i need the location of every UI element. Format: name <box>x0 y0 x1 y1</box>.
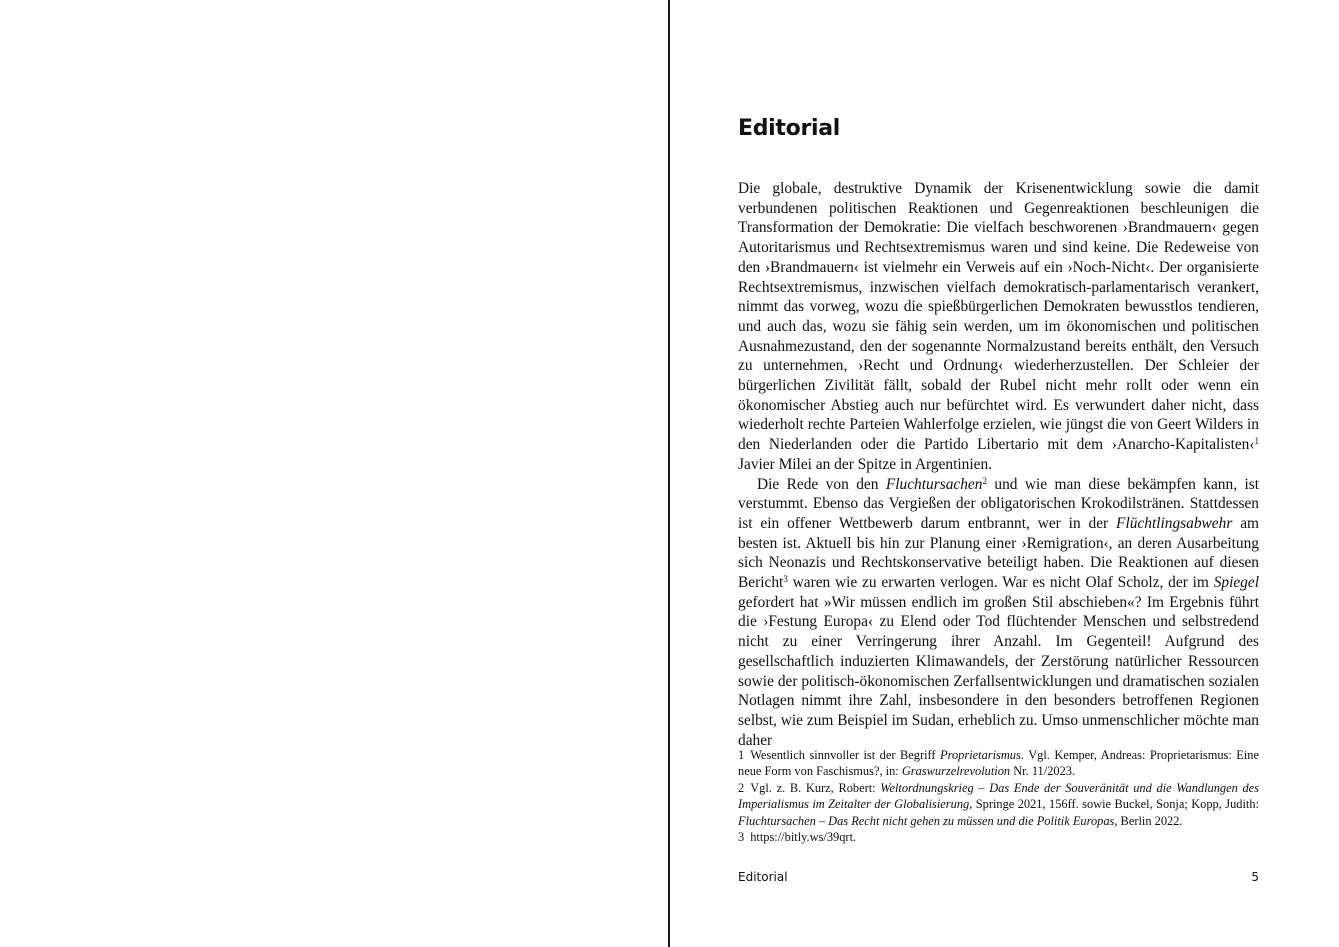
paragraph-2-text-3: am besten ist. Aktuell bis hin zur Planung einer ›Remigration‹, an deren Ausarbeitung sich Neonazis und Rechtskonservative beteiligt haben. Die Reaktionen auf diesen Bericht <box>738 514 1260 592</box>
footnote-ref-3[interactable]: 3 <box>783 574 788 585</box>
footnote-3 <box>738 829 1259 845</box>
paragraph-2-text-1: Die Rede von den <box>757 475 886 493</box>
footnote-1-emphasis-2: Graswurzelrevolution <box>901 764 1011 779</box>
paragraph-1 <box>738 179 1259 475</box>
paragraph-2-text-5: gefordert hat »Wir müssen endlich im großen Stil abschieben«? Im Ergebnis führt die ›Festung Europa‹ zu Elend oder Tod flüchtender Menschen und selbstredend nicht zu einer Verringerung ihrer Anzahl. Im Gegenteil! Aufgrund des gesellschaftlich induzierten Klimawandels, der Zerstörung natürlicher Ressourcen sowie der politisch-ökonomischen Zerfallsentwicklungen und dramatischen sozialen Notlagen nimmt ihre Zahl, insbesondere in den besonders betroffenen Regionen selbst, wie zum Beispiel im Sudan, erheblich zu. Umso unmenschlicher möchte man daher <box>738 593 1259 749</box>
footnote-2-emphasis-1: Weltordnungskrieg – Das Ende der Souveränität und die Wandlungen des Imperialismus im Zeitalter der Globalisierung <box>738 780 1260 812</box>
page-number: 5 <box>1251 870 1259 884</box>
running-head: Editorial <box>738 870 788 884</box>
footnote-1-emphasis-1: Proprietarismus <box>940 748 1021 762</box>
footnote-2-text-2: , Springe 2021, 156ff. sowie Buckel, Sonja; Kopp, Judith: <box>969 797 1259 812</box>
right-page <box>670 0 1339 947</box>
paragraph-1-text-b: Javier Milei an der Spitze in Argentinien. <box>738 455 993 473</box>
footnotes <box>738 747 1259 845</box>
footnote-2-emphasis-2: Fluchtursachen – Das Recht nicht gehen zu müssen und die Politik Europas <box>738 813 1115 828</box>
body-text <box>738 179 1259 750</box>
footnote-2 <box>738 780 1259 829</box>
paragraph-2 <box>738 475 1259 751</box>
left-page-blank <box>0 0 668 947</box>
footnote-1 <box>738 747 1259 780</box>
paragraph-2-text-2: und wie man diese bekämpfen kann, ist verstummt. Ebenso das Vergießen der obligatorischen Krokodilstränen. Stattdessen ist ein offener Wettbewerb darum entbrannt, wer in der <box>738 475 1259 532</box>
footnote-number: 2 <box>738 780 745 795</box>
footnote-number: 3 <box>738 830 745 845</box>
footnote-number: 1 <box>738 748 745 762</box>
footnote-ref-2[interactable]: 2 <box>982 475 987 486</box>
footnote-1-text-1: Wesentlich sinnvoller ist der Begriff <box>750 748 941 762</box>
paragraph-2-emphasis-2: Flüchtlingsabwehr <box>1116 514 1233 532</box>
footnote-2-text-3: , Berlin 2022. <box>1114 813 1183 828</box>
footnote-ref-1[interactable]: 1 <box>1254 436 1259 447</box>
paragraph-1-text-a: Die globale, destruktive Dynamik der Krisenentwicklung sowie die damit verbundenen politischen Reaktionen und Gegenreaktionen beschleunigen die Transformation der Demokratie: Die vielfach beschworenen ›Brandmauern‹ gegen Autoritarismus und Rechtsextremismus waren und sind keine. Die Redeweise von den ›Brandmauern‹ ist vielmehr ein Verweis auf ein ›Noch-Nicht‹. Der organisierte Rechtsextremismus, inzwischen vielfach demokratisch-parlamentarisch verankert, nimmt das vorweg, wozu die spießbürgerlichen Demokraten bewusstlos tendieren, und auch das, wozu sie fähig sein werden, um im ökonomischen und politischen Ausnahmezustand, den der sogenannte Normalzustand bereits enthält, den Versuch zu unternehmen, ›Recht und Ordnung‹ wiederherzustellen. Der Schleier der bürgerlichen Zivilität fällt, sobald der Rubel nicht mehr rollt oder wenn ein ökonomischer Abstieg auch nur befürchtet wird. Es verwundert daher nicht, dass wiederholt rechte Parteien Wahlerfolge erzielen, wie jüngst die von Geert Wilders in den Niederlanden oder die Partido Libertario mit dem ›Anarcho-Kapitalisten‹ <box>738 180 1259 454</box>
footnote-1-text-2: . Vgl. Kemper, Andreas: Proprietarismus: Eine neue Form von Faschismus?, in: <box>738 748 1259 779</box>
footnote-2-text-1: Vgl. z. B. Kurz, Robert: <box>750 780 881 795</box>
footnote-3-link[interactable]: https://bitly.ws/39qrt. <box>750 830 857 845</box>
paragraph-2-text-4: waren wie zu erwarten verlogen. War es nicht Olaf Scholz, der im <box>787 574 1214 592</box>
paragraph-2-emphasis-3: Spiegel <box>1213 574 1259 592</box>
footnote-1-text-3: Nr. 11/2023. <box>1010 764 1076 779</box>
page-title: Editorial <box>738 116 841 141</box>
paragraph-2-emphasis-1: Fluchtursachen <box>885 475 983 493</box>
